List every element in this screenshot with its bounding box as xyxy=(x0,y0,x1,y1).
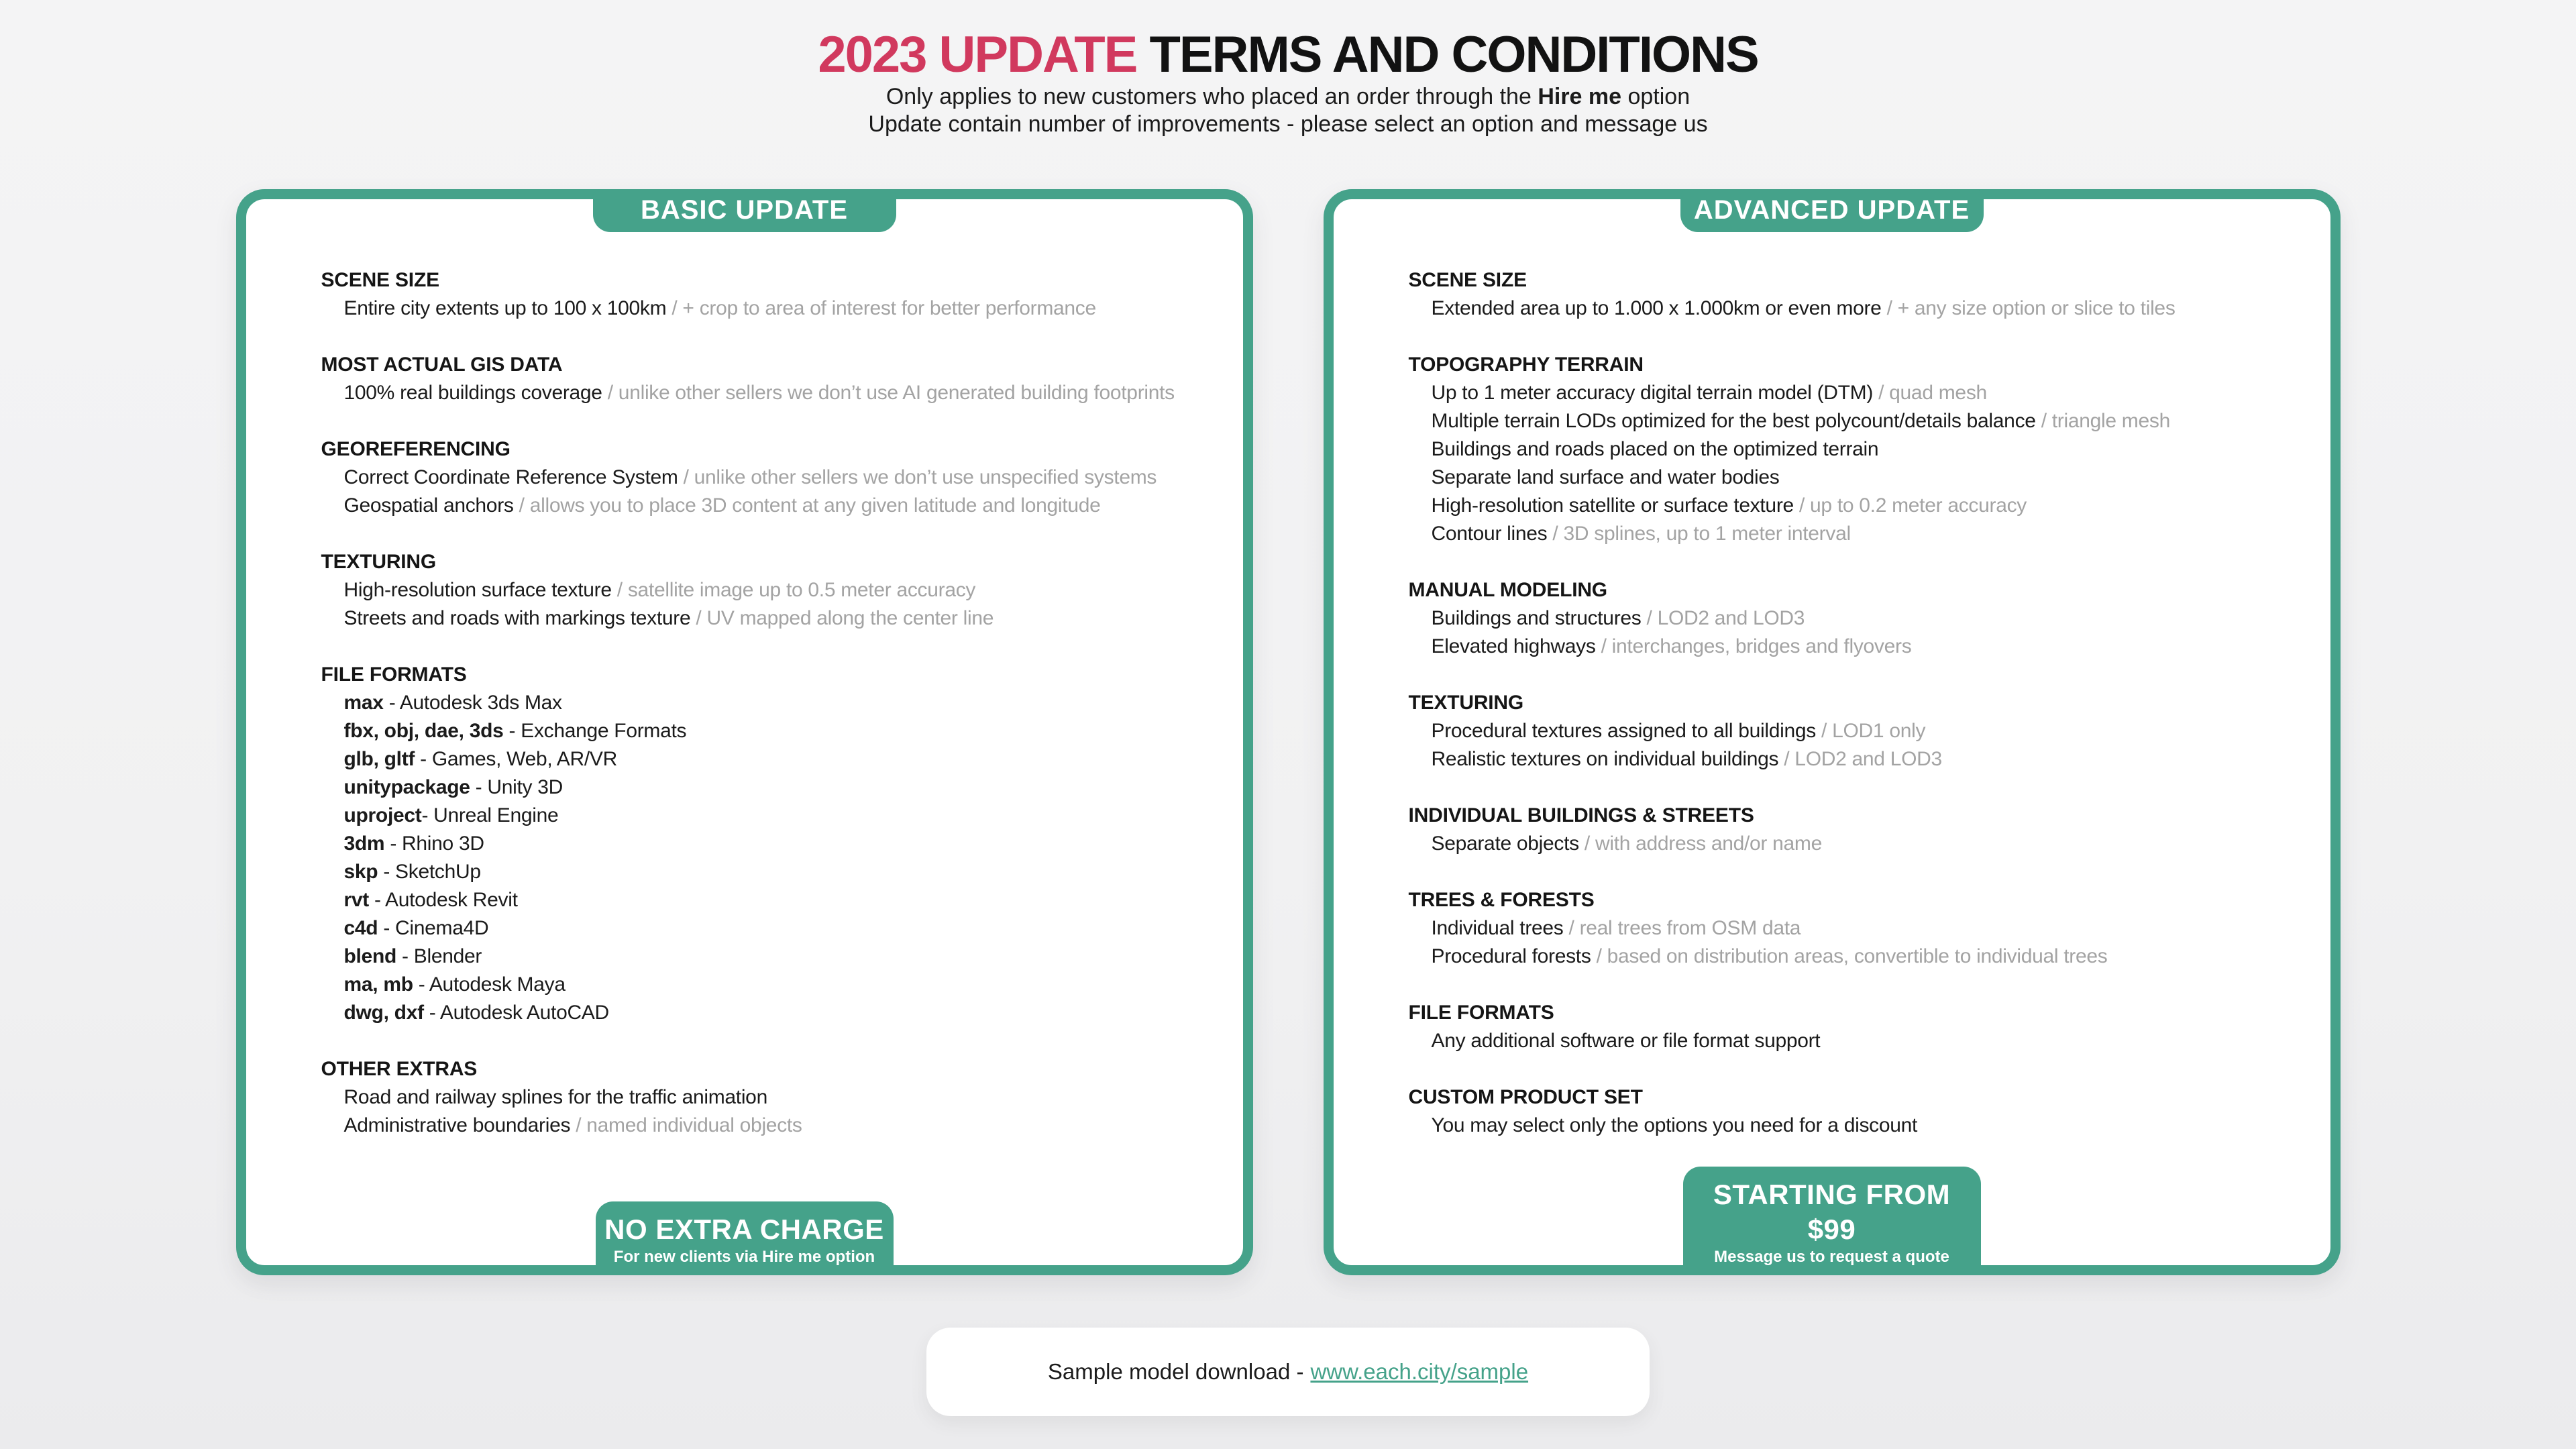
item-note: / with address and/or name xyxy=(1578,833,1822,855)
section-heading: SCENE SIZE xyxy=(1408,269,1527,291)
item-main: Any additional software or file format support xyxy=(1431,1030,1821,1052)
feature-item xyxy=(321,830,1210,858)
item-note: / LOD2 and LOD3 xyxy=(1778,748,1942,770)
section-heading: OTHER EXTRAS xyxy=(321,1058,478,1080)
format-name: 3dm xyxy=(343,833,385,855)
format-name: glb, gltf xyxy=(343,748,415,770)
item-main: Buildings and structures xyxy=(1431,607,1642,629)
section-heading: MOST ACTUAL GIS DATA xyxy=(321,354,563,376)
feature-item xyxy=(1409,407,2297,435)
subtitle-line1 xyxy=(0,83,2576,111)
format-desc: - Unreal Engine xyxy=(421,804,559,826)
feature-item xyxy=(321,886,1210,914)
feature-item xyxy=(321,689,1210,717)
item-note: / up to 0.2 meter accuracy xyxy=(1793,494,2027,517)
feature-section xyxy=(321,435,1210,520)
panel-basic-sections xyxy=(321,266,1210,1168)
section-heading: TREES & FORESTS xyxy=(1408,889,1595,911)
subtitle1-bold: Hire me xyxy=(1538,84,1622,109)
item-note: / LOD1 only xyxy=(1816,720,1926,742)
item-main: Streets and roads with markings texture xyxy=(343,607,691,629)
item-main: Elevated highways xyxy=(1431,635,1596,657)
feature-item xyxy=(321,379,1210,407)
feature-item xyxy=(321,943,1210,971)
item-main: Road and railway splines for the traffic animation xyxy=(343,1086,767,1108)
feature-item xyxy=(321,604,1210,633)
section-heading: MANUAL MODELING xyxy=(1408,579,1607,601)
item-main: Procedural textures assigned to all buildings xyxy=(1431,720,1817,742)
item-main: 100% real buildings coverage xyxy=(343,382,602,404)
section-heading: INDIVIDUAL BUILDINGS & STREETS xyxy=(1408,804,1754,826)
section-heading: FILE FORMATS xyxy=(321,663,467,686)
feature-item xyxy=(321,717,1210,745)
section-heading: CUSTOM PRODUCT SET xyxy=(1408,1086,1643,1108)
badge-title: NO EXTRA CHARGE xyxy=(604,1214,884,1245)
panel-basic-update xyxy=(236,189,1253,1275)
panels-container xyxy=(0,189,2576,1275)
item-main: Administrative boundaries xyxy=(343,1114,571,1136)
sample-download-link[interactable]: www.each.city/sample xyxy=(1310,1359,1529,1384)
feature-item xyxy=(321,294,1210,323)
sample-download-bar xyxy=(926,1328,1650,1416)
item-main: High-resolution surface texture xyxy=(343,579,612,601)
feature-section xyxy=(1409,266,2297,323)
item-main: High-resolution satellite or surface texture xyxy=(1431,494,1794,517)
panel-advanced-sections xyxy=(1409,266,2297,1168)
feature-item xyxy=(1409,943,2297,971)
panel-advanced-update xyxy=(1324,189,2341,1275)
item-main: Correct Coordinate Reference System xyxy=(343,466,678,488)
format-name: rvt xyxy=(343,889,369,911)
sample-download-text: Sample model download - xyxy=(1047,1359,1304,1384)
title-accent: 2023 UPDATE xyxy=(818,26,1137,83)
item-main: Multiple terrain LODs optimized for the best polycount/details balance xyxy=(1431,410,2036,432)
feature-item xyxy=(321,971,1210,999)
item-note: / interchanges, bridges and flyovers xyxy=(1595,635,1912,657)
item-note: / + crop to area of interest for better performance xyxy=(666,297,1096,319)
feature-section xyxy=(321,351,1210,407)
item-main: Entire city extents up to 100 x 100km xyxy=(343,297,667,319)
item-note: / LOD2 and LOD3 xyxy=(1641,607,1805,629)
feature-item xyxy=(321,745,1210,773)
feature-item xyxy=(321,576,1210,604)
item-note: / unlike other sellers we don’t use unspecified systems xyxy=(678,466,1157,488)
format-desc: - SketchUp xyxy=(378,861,481,883)
section-heading: TEXTURING xyxy=(321,551,437,573)
badge-no-extra-charge xyxy=(596,1201,894,1275)
feature-section xyxy=(1409,689,2297,773)
format-name: unitypackage xyxy=(343,776,470,798)
item-main: Separate land surface and water bodies xyxy=(1431,466,1780,488)
format-name: fbx, obj, dae, 3ds xyxy=(343,720,504,742)
format-desc: - Exchange Formats xyxy=(503,720,687,742)
format-name: uproject xyxy=(343,804,422,826)
section-heading: TEXTURING xyxy=(1408,692,1524,714)
feature-section xyxy=(1409,1083,2297,1140)
format-desc: - Autodesk Revit xyxy=(368,889,518,911)
page-header xyxy=(0,27,2576,138)
title-main: TERMS AND CONDITIONS xyxy=(1149,26,1758,83)
page-title xyxy=(0,27,2576,83)
item-note: / UV mapped along the center line xyxy=(690,607,994,629)
feature-item xyxy=(321,1083,1210,1112)
section-heading: SCENE SIZE xyxy=(321,269,439,291)
subtitle1-post: option xyxy=(1621,84,1690,109)
item-main: Separate objects xyxy=(1431,833,1579,855)
item-main: Buildings and roads placed on the optimized terrain xyxy=(1431,438,1879,460)
subtitle1-pre: Only applies to new customers who placed an order through the xyxy=(885,84,1538,109)
item-note: / real trees from OSM data xyxy=(1563,917,1801,939)
item-main: Up to 1 meter accuracy digital terrain model (DTM) xyxy=(1431,382,1874,404)
format-name: max xyxy=(343,692,384,714)
feature-item xyxy=(1409,492,2297,520)
feature-item xyxy=(1409,604,2297,633)
tab-basic-update: BASIC UPDATE xyxy=(593,189,896,232)
format-desc: - Autodesk AutoCAD xyxy=(423,1002,609,1024)
format-name: skp xyxy=(343,861,378,883)
section-heading: GEOREFERENCING xyxy=(321,438,511,460)
item-note: / + any size option or slice to tiles xyxy=(1881,297,2176,319)
feature-item xyxy=(1409,830,2297,858)
item-main: You may select only the options you need for a discount xyxy=(1431,1114,1918,1136)
section-heading: FILE FORMATS xyxy=(1408,1002,1554,1024)
feature-item xyxy=(1409,1027,2297,1055)
badge-subtitle: Message us to request a quote xyxy=(1714,1248,1949,1266)
item-main: Procedural forests xyxy=(1431,945,1591,967)
item-note: / satellite image up to 0.5 meter accuracy xyxy=(611,579,976,601)
feature-section xyxy=(321,661,1210,1027)
feature-item xyxy=(1409,1112,2297,1140)
feature-item xyxy=(321,914,1210,943)
format-desc: - Blender xyxy=(396,945,482,967)
feature-item xyxy=(1409,294,2297,323)
feature-item xyxy=(1409,435,2297,464)
subtitle-line2: Update contain number of improvements - please select an option and message us xyxy=(868,111,1708,137)
feature-item xyxy=(1409,745,2297,773)
feature-item xyxy=(1409,464,2297,492)
format-name: dwg, dxf xyxy=(343,1002,424,1024)
feature-item xyxy=(1409,379,2297,407)
feature-section xyxy=(1409,886,2297,971)
item-note: / quad mesh xyxy=(1873,382,1987,404)
feature-item xyxy=(321,999,1210,1027)
feature-item xyxy=(321,1112,1210,1140)
section-heading: TOPOGRAPHY TERRAIN xyxy=(1408,354,1644,376)
feature-item xyxy=(1409,914,2297,943)
format-name: blend xyxy=(343,945,396,967)
item-note: / named individual objects xyxy=(570,1114,802,1136)
item-note: / based on distribution areas, convertible to individual trees xyxy=(1591,945,2108,967)
feature-section xyxy=(321,548,1210,633)
item-main: Contour lines xyxy=(1431,523,1548,545)
format-desc: - Cinema4D xyxy=(378,917,489,939)
feature-item xyxy=(321,802,1210,830)
format-name: c4d xyxy=(343,917,378,939)
feature-section xyxy=(321,1055,1210,1140)
format-desc: - Autodesk Maya xyxy=(413,973,566,996)
item-main: Geospatial anchors xyxy=(343,494,514,517)
badge-title: STARTING FROM $99 xyxy=(1713,1179,1951,1245)
item-note: / unlike other sellers we don’t use AI generated building footprints xyxy=(602,382,1175,404)
item-note: / triangle mesh xyxy=(2035,410,2170,432)
feature-item xyxy=(1409,520,2297,548)
badge-starting-from-99 xyxy=(1683,1167,1981,1275)
badge-subtitle: For new clients via Hire me option xyxy=(613,1248,875,1266)
feature-section xyxy=(1409,576,2297,661)
item-note: / allows you to place 3D content at any given latitude and longitude xyxy=(513,494,1101,517)
item-note: / 3D splines, up to 1 meter interval xyxy=(1547,523,1851,545)
feature-section xyxy=(321,266,1210,323)
feature-item xyxy=(321,773,1210,802)
feature-item xyxy=(321,858,1210,886)
format-desc: - Rhino 3D xyxy=(384,833,484,855)
feature-item xyxy=(1409,633,2297,661)
feature-section xyxy=(1409,802,2297,858)
item-main: Extended area up to 1.000 x 1.000km or even more xyxy=(1431,297,1882,319)
feature-item xyxy=(321,492,1210,520)
format-name: ma, mb xyxy=(343,973,413,996)
item-main: Realistic textures on individual buildings xyxy=(1431,748,1779,770)
feature-item xyxy=(1409,717,2297,745)
format-desc: - Unity 3D xyxy=(470,776,564,798)
feature-item xyxy=(321,464,1210,492)
item-main: Individual trees xyxy=(1431,917,1564,939)
tab-advanced-update: ADVANCED UPDATE xyxy=(1680,189,1984,232)
format-desc: - Autodesk 3ds Max xyxy=(383,692,562,714)
format-desc: - Games, Web, AR/VR xyxy=(415,748,617,770)
feature-section xyxy=(1409,351,2297,548)
feature-section xyxy=(1409,999,2297,1055)
